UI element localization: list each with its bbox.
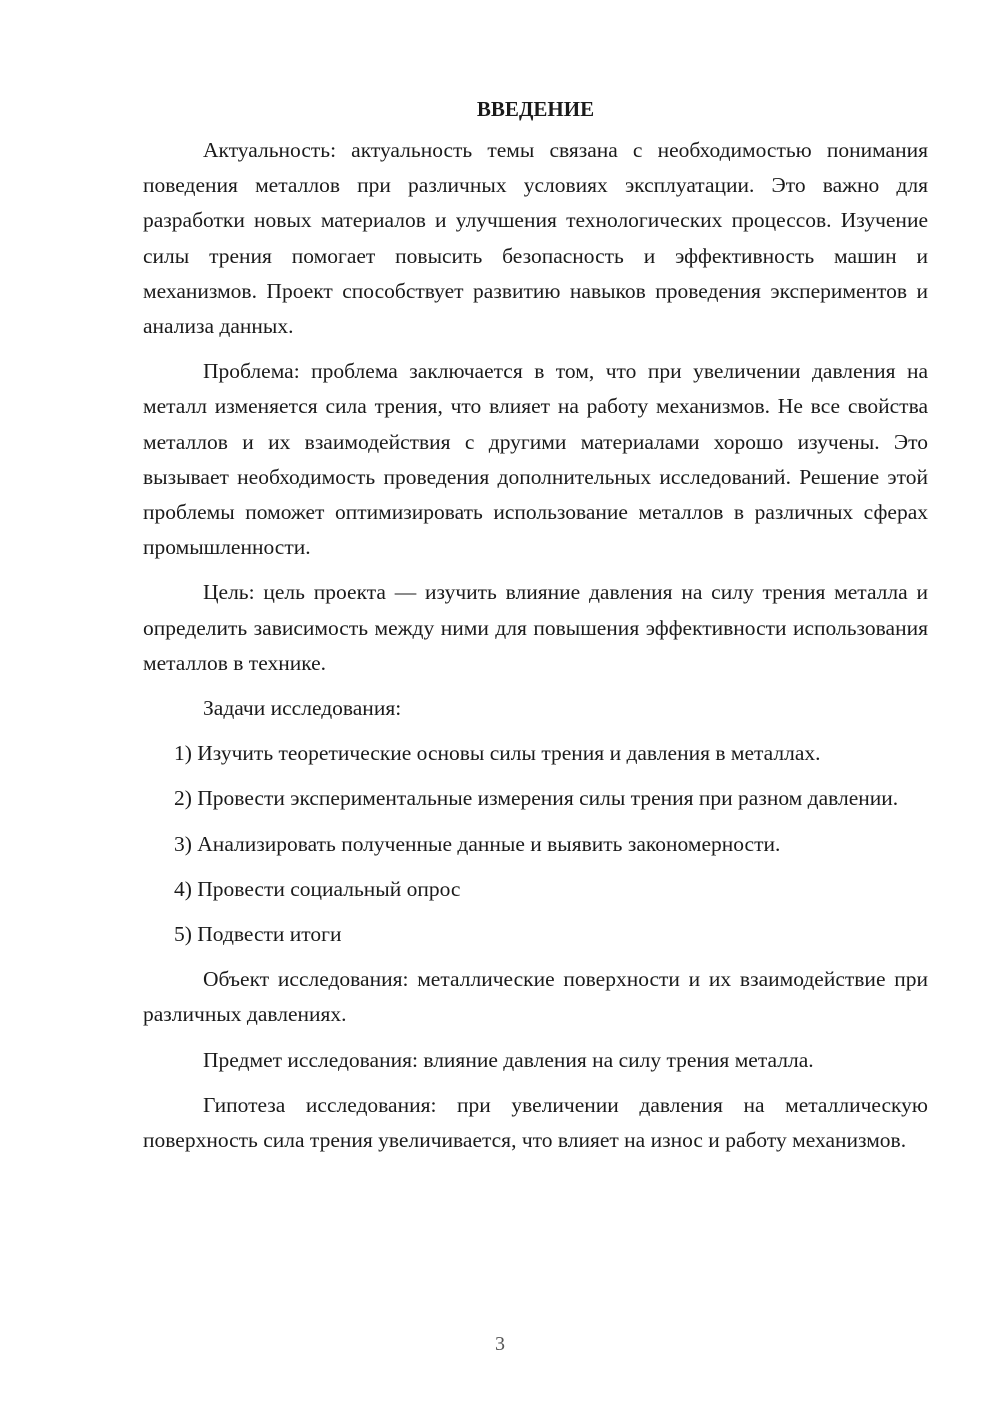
page-title: ВВЕДЕНИЕ bbox=[476, 97, 595, 121]
page-number: 3 bbox=[495, 1333, 505, 1355]
paragraph-object: Объект исследования: металлические поверхности и их взаимодействие при различных давлениях. bbox=[143, 967, 928, 1027]
paragraph-problem: Проблема: проблема заключается в том, что при увеличении давления на металл изменяется сила трения, что влияет на работу механизмов. Не все свойства металлов и их взаимодействия с другими материалами хорошо изучены. Это вызывает необходимость проведения дополнительных исследований. Решение этой проблемы поможет оптимизировать использование металлов в различных сферах промышленности. bbox=[143, 359, 928, 560]
task-item-4: 4) Провести социальный опрос bbox=[174, 876, 461, 901]
task-item-1: 1) Изучить теоретические основы силы трения и давления в металлах. bbox=[174, 741, 821, 766]
task-item-5: 5) Подвести итоги bbox=[174, 922, 342, 947]
paragraph-hypothesis: Гипотеза исследования: при увеличении давления на металлическую поверхность сила трения увеличивается, что влияет на износ и работу механизмов. bbox=[143, 1092, 928, 1153]
task-item-2: 2) Провести экспериментальные измерения силы трения при разном давлении. bbox=[174, 786, 899, 811]
task-item-3: 3) Анализировать полученные данные и выявить закономерности. bbox=[174, 831, 781, 856]
paragraph-subject: Предмет исследования: влияние давления на силу трения металла. bbox=[203, 1047, 814, 1072]
paragraph-relevance: Актуальность: актуальность темы связана с необходимостью понимания поведения металлов при различных условиях эксплуатации. Это важно для разработки новых материалов и улучшения технологических процессов. Изучение силы трения помогает повысить безопасность и эффективность машин и механизмов. Проект способствует развитию навыков проведения экспериментов и анализа данных. bbox=[143, 138, 928, 339]
paragraph-goal: Цель: цель проекта — изучить влияние давления на силу трения металла и определить зависимость между ними для повышения эффективности использования металлов в технике. bbox=[143, 580, 928, 675]
document-page bbox=[143, 92, 928, 1168]
tasks-heading: Задачи исследования: bbox=[203, 696, 402, 721]
